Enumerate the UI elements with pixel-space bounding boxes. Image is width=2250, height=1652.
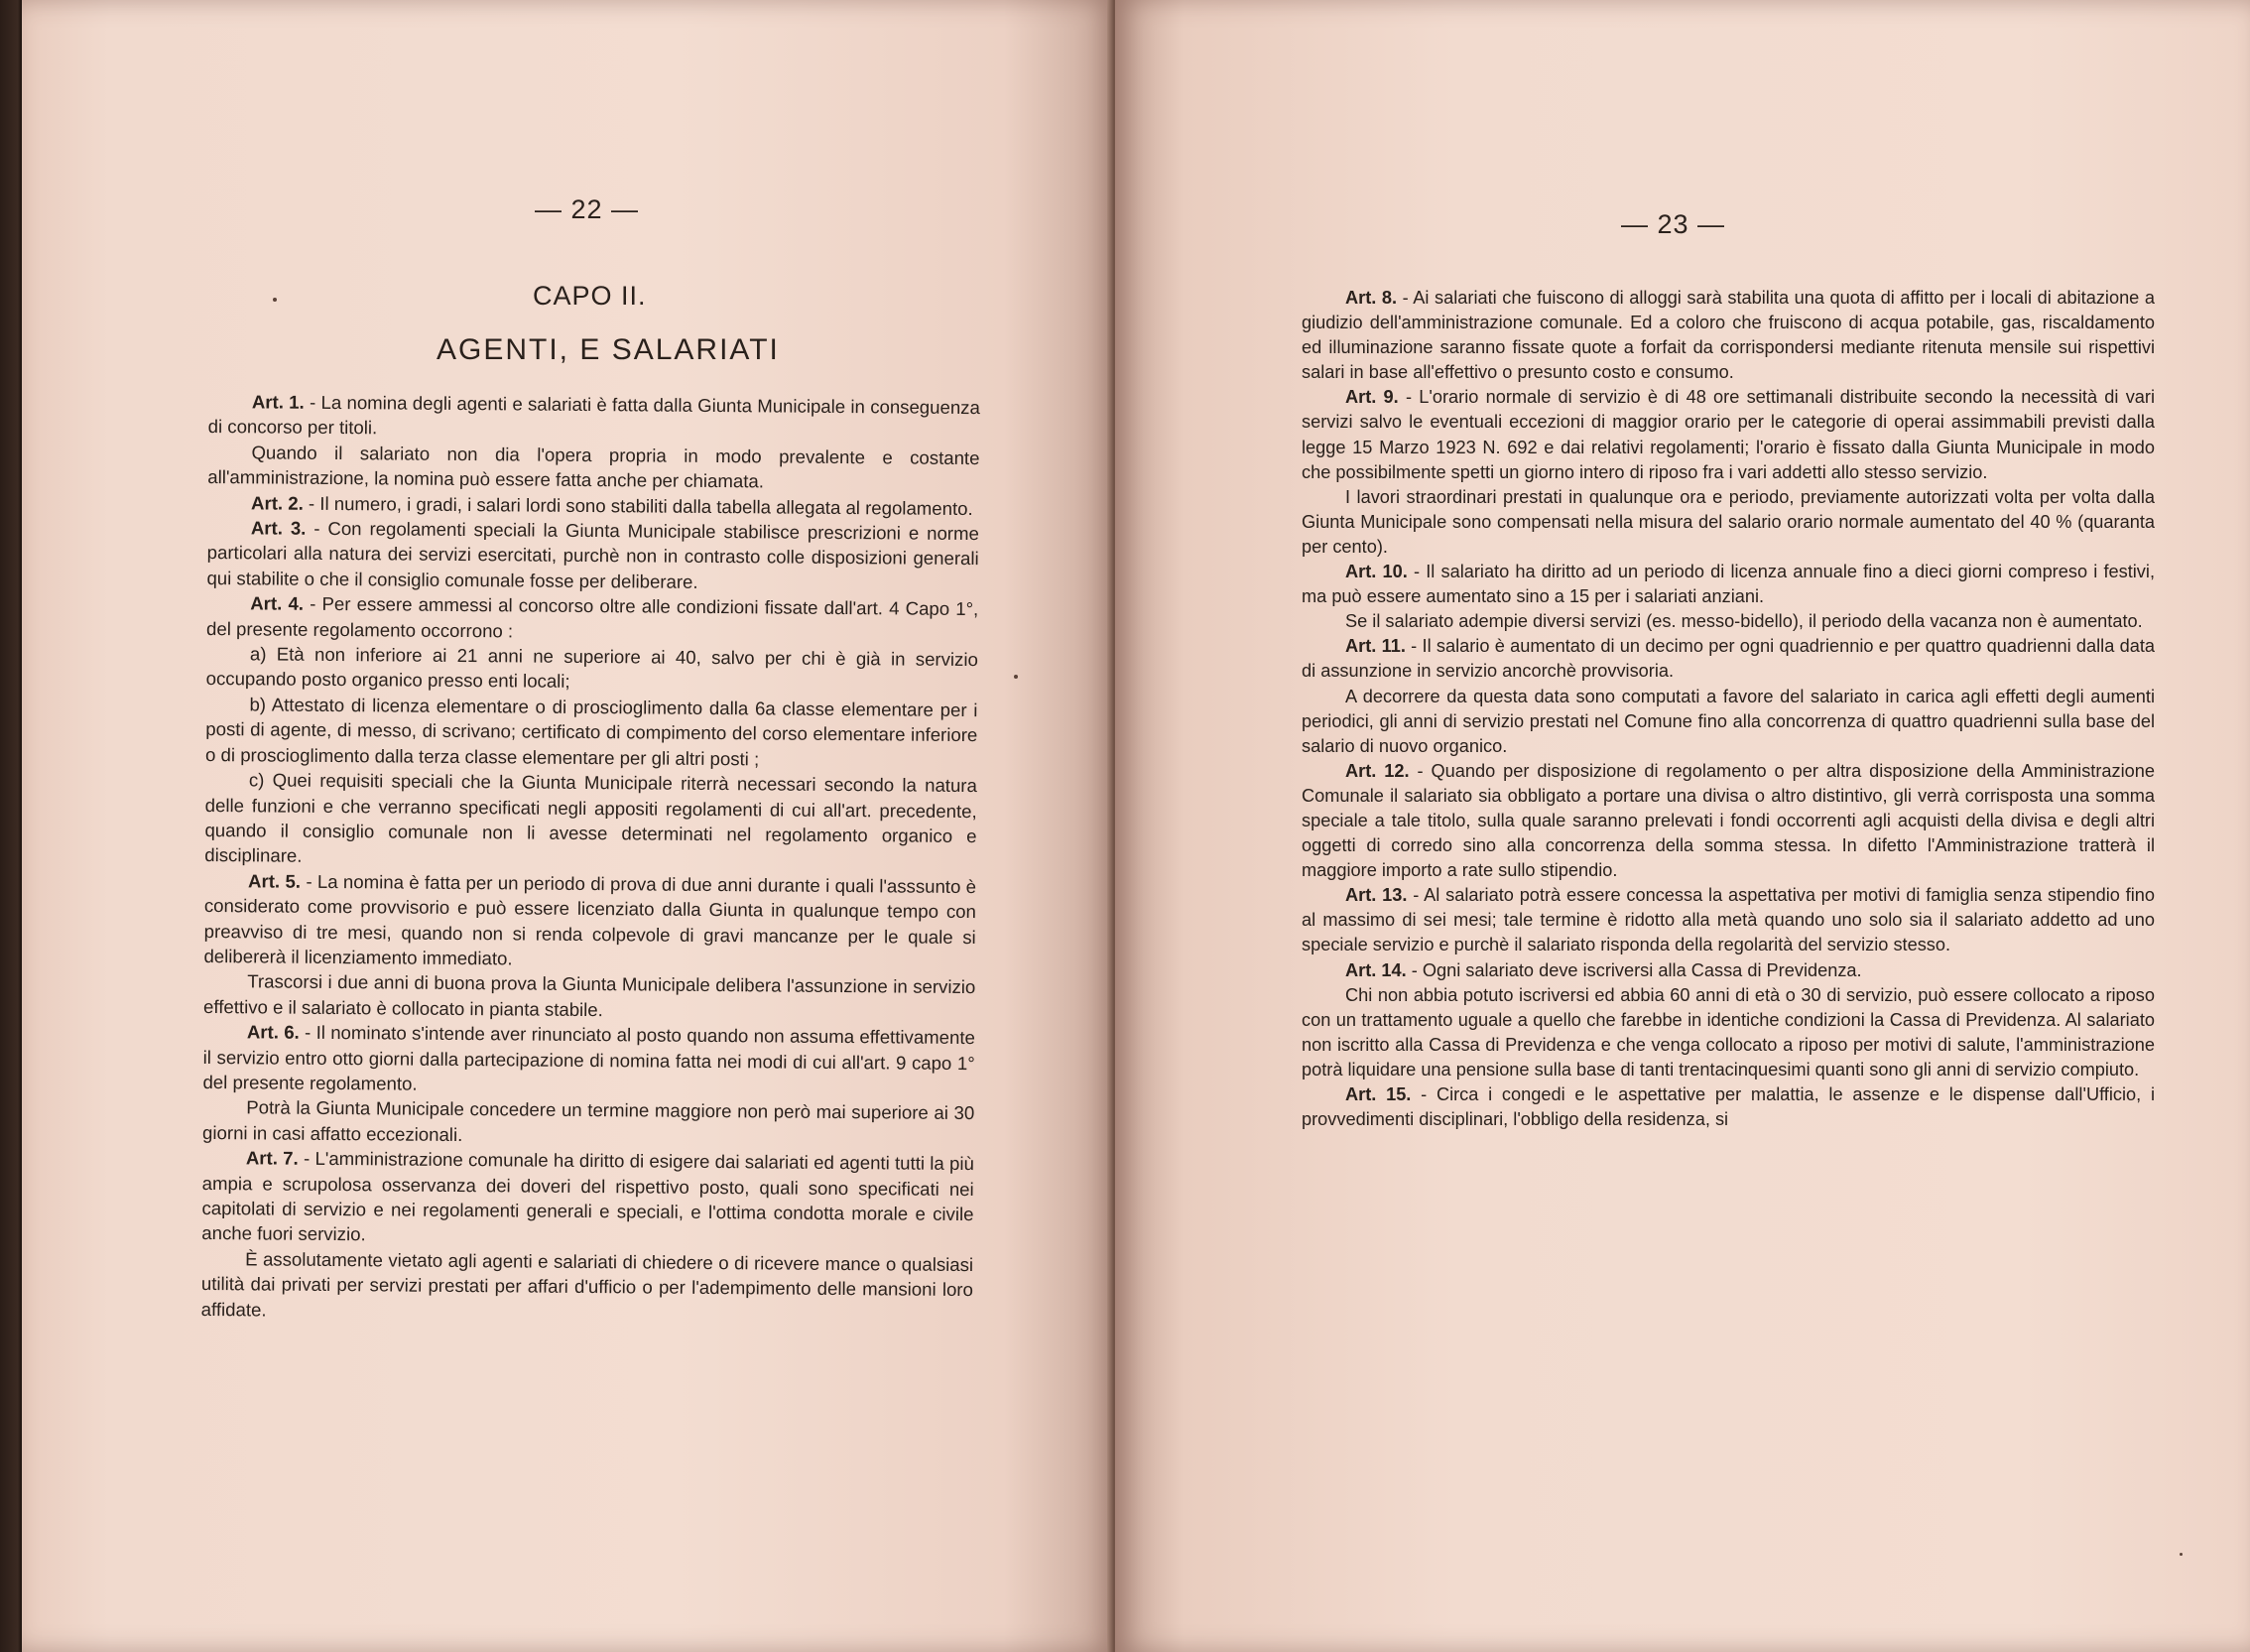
paragraph-text: A decorrere da questa data sono computati a favore del salariato in carica agli effetti degli aumenti periodici, gli anni di servizio prestati nel Comune fino alla concorrenza di quattro quadrienni sulla base del salario di nuovo organico. (1302, 686, 2155, 756)
paragraph (1302, 1082, 2155, 1132)
paragraph (203, 968, 975, 1025)
paragraph (206, 641, 978, 698)
article-number: Art. 10. (1345, 562, 1408, 582)
article-number: Art. 7. (245, 1147, 299, 1169)
paragraph (206, 515, 979, 596)
right-body-text (1302, 286, 2155, 1132)
paragraph-text: Trascorsi i due anni di buona prova la Giunta Municipale delibera l'assunzione in servizio effettivo e il salariato è collocato in pianta stabile. (203, 970, 976, 1020)
paragraph (1302, 634, 2155, 684)
paragraph (1302, 560, 2155, 609)
paragraph-text: - Al salariato potrà essere concessa la aspettativa per motivi di famiglia senza stipendio fino al massimo di sei mesi; tale termine è ridotto alla metà quando uno solo sia il salariato addetto ad uno speciale servizio e purchè il salariato risponda della regolarità del servizio stesso. (1302, 885, 2155, 955)
paragraph-text: - Il nominato s'intende aver rinunciato al posto quando non assuma effettivamente il servizio entro otto giorni dalla partecipazione di nomina fatta nei modi di cui all'art. 9 capo 1° del presente regolamento. (202, 1021, 975, 1094)
article-number: Art. 12. (1345, 760, 1410, 781)
paragraph-text: I lavori straordinari prestati in qualunque ora e periodo, previamente autorizzati volta per volta dalla Giunta Municipale sono compensati nella misura del salario orario normale aumentato del 40 % (quaranta per cento). (1302, 486, 2155, 557)
paragraph (204, 767, 977, 874)
left-body-text (201, 389, 980, 1328)
paragraph (206, 590, 978, 647)
paragraph-text: Chi non abbia potuto iscriversi ed abbia 60 anni di età o 30 di servizio, può essere collocato a riposo con un trattamento uguale a quello che farebbe in identiche condizioni la Cassa di Previdenza. Al salariato non iscritto alla Cassa di Previdenza e che venga collocato a riposo per motivi di salute, l'amministrazione potrà liquidare una pensione sulla base di tanti trentacinquesimi quanti sono gli anni di servizio compiuto. (1302, 984, 2155, 1080)
paper-speck (1014, 675, 1018, 679)
paragraph-text: Potrà la Giunta Municipale concedere un termine maggiore non però mai superiore ai 30 giorni in casi affatto eccezionali. (202, 1096, 975, 1145)
article-number: Art. 1. (251, 391, 305, 413)
paragraph (1302, 485, 2155, 560)
paragraph (203, 868, 976, 975)
paragraph (1302, 759, 2155, 883)
article-number: Art. 2. (251, 491, 304, 514)
article-number: Art. 8. (1345, 288, 1398, 308)
article-number: Art. 9. (1345, 387, 1399, 408)
paragraph (202, 1019, 975, 1100)
paragraph (202, 1094, 974, 1151)
article-number: Art. 13. (1345, 885, 1408, 906)
article-number: Art. 4. (250, 592, 305, 615)
paragraph (207, 440, 979, 496)
chapter-heading: CAPO II. (533, 281, 647, 311)
paragraph-text: - Con regolamenti speciali la Giunta Municipale stabilisce prescrizioni e norme particolari alla natura dei servizi esercitati, purchè non in contrasto colle disposizioni generali qui stabilite o che il consiglio comunale fosse per deliberare. (206, 517, 979, 592)
paragraph (205, 692, 978, 773)
paragraph (1302, 609, 2155, 634)
paragraph (1302, 958, 2155, 983)
paragraph (1302, 685, 2155, 759)
paragraph-text: Quando il salariato non dia l'opera propria in modo prevalente e costante all'amministrazione, la nomina può essere fatta anche per chiamata. (207, 442, 980, 492)
paragraph-text: a) Età non inferiore ai 21 anni ne superiore ai 40, salvo per chi è già in servizio occupando posto organico presso enti locali; (205, 643, 978, 693)
paragraph-text: - Circa i congedi e le aspettative per malattia, le assenze e le dispense dall'Ufficio, i provvedimenti disciplinari, l'obbligo della residenza, si (1302, 1084, 2155, 1130)
paragraph-text: - La nomina è fatta per un periodo di prova di due anni durante i quali l'asssunto è considerato come provvisorio e può essere licenziato dalla Giunta in qualunque tempo con preavviso di tre mesi, quando non si renda colpevole di gravi mancanze per le quale si delibererà il licenziamento immediato. (203, 870, 977, 969)
paragraph-text: - Ai salariati che fuiscono di alloggi sarà stabilita una quota di affitto per i locali di abitazione a giudizio dell'amministrazione comunale. Ed a coloro che fruiscono di acqua potabile, gas, riscaldamento ed illuminazione saranno fissate quote a forfait da corrispondersi mediante ritenuta mensile sui rispettivi salari in base all'effettivo o presunto costo e consumo. (1302, 288, 2155, 383)
paper-speck (273, 298, 277, 302)
article-number: Art. 6. (246, 1021, 300, 1043)
paragraph-text: - L'orario normale di servizio è di 48 ore settimanali distribuite secondo la necessità di vari servizi salvo le eventuali eccezioni di maggior orario per le categorie di operai assimmabili previsti dalla legge 15 Marzo 1923 N. 692 e dai relativi regolamenti; l'orario è fissato dalla Giunta Municipale in modo che possibilmente spetti un giorno intero di riposo fra i vari addetti allo stesso servizio. (1302, 387, 2155, 482)
paragraph-text: - Il numero, i gradi, i salari lordi sono stabiliti dalla tabella allegata al regolamento. (303, 492, 973, 519)
paragraph-text: - Ogni salariato deve iscriversi alla Cassa di Previdenza. (1406, 959, 1862, 980)
right-page (1115, 0, 2250, 1652)
paragraph-text: - Il salario è aumentato di un decimo per ogni quadriennio e per quattro quadrienni dalla data di assunzione in servizio ancorchè provvisoria. (1302, 636, 2156, 682)
paragraph-text: - Quando per disposizione di regolamento o per altra disposizione della Amministrazione Comunale il salariato sia obbligato a portare una divisa o altro distintivo, gli verrà corrisposta una somma speciale a tale titolo, sulla quale saranno prelevati i fondi occorrenti agli acquisti della divisa e degli altri oggetti di corredo sino alla concorrenza della somma stessa. In difetto l'Amministrazione tratterà il maggiore importo a rate sullo stipendio. (1302, 760, 2155, 881)
article-number: Art. 15. (1345, 1084, 1412, 1104)
paragraph (1302, 883, 2155, 957)
paragraph-text: c) Quei requisiti speciali che la Giunta Municipale riterrà necessari secondo la natura delle funzioni e che verranno specificati negli appositi regolamenti di cui all'art. precedente, quando il consiglio comunale non li avesse determinati nel regolamento organico e disciplinare. (204, 769, 977, 867)
article-number: Art. 14. (1345, 959, 1407, 980)
paragraph-text: È assolutamente vietato agli agenti e salariati di chiedere o di ricevere mance o qualsiasi utilità dai privati per servizi prestati per affari d'ufficio o per l'adempimento delle mansioni loro affidate. (200, 1248, 974, 1321)
paragraph-text: Se il salariato adempie diversi servizi (es. messo-bidello), il periodo della vacanza non è aumentato. (1345, 611, 2143, 632)
article-number: Art. 3. (250, 517, 307, 539)
paragraph-text: b) Attestato di licenza elementare o di proscioglimento dalla 6a classe elementare per i posti di agente, di messo, di scrivano; certificato di compimento del corso elementare inferiore o di proscioglimento dalla terza classe elementare per gli altri posti ; (205, 694, 978, 770)
paragraph-text: - Il salariato ha diritto ad un periodo di licenza annuale fino a dieci giorni compreso i festivi, ma può essere aumentato sino a 15 per i salariati anziani. (1302, 562, 2155, 607)
page-number: — 23 — (1621, 209, 1726, 239)
paragraph (1302, 385, 2155, 484)
paragraph (201, 1145, 974, 1252)
article-number: Art. 5. (248, 870, 302, 892)
paragraph (1302, 286, 2155, 385)
paper-speck (2180, 1553, 2183, 1556)
article-number: Art. 11. (1345, 636, 1406, 657)
page-number: — 22 — (535, 194, 640, 224)
paragraph (1302, 983, 2155, 1082)
paragraph-text: - Per essere ammessi al concorso oltre alle condizioni fissate dall'art. 4 Capo 1°, del presente regolamento occorrono : (206, 593, 979, 642)
paragraph (208, 389, 980, 445)
section-title: AGENTI, E SALARIATI (437, 333, 780, 366)
left-page (22, 0, 1113, 1652)
paragraph-text: - La nomina degli agenti e salariati è fatta dalla Giunta Municipale in conseguenza di concorso per titoli. (207, 391, 980, 439)
paragraph (201, 1246, 974, 1328)
paragraph-text: - L'amministrazione comunale ha diritto di esigere dai salariati ed agenti tutti la più ampia e scrupolosa osservanza dei doveri del rispettivo posto, quali sono specificati nei capitolati di servizio e nei regolamenti generali e speciali, e l'ottima condotta morale e civile anche fuori servizio. (201, 1147, 974, 1245)
